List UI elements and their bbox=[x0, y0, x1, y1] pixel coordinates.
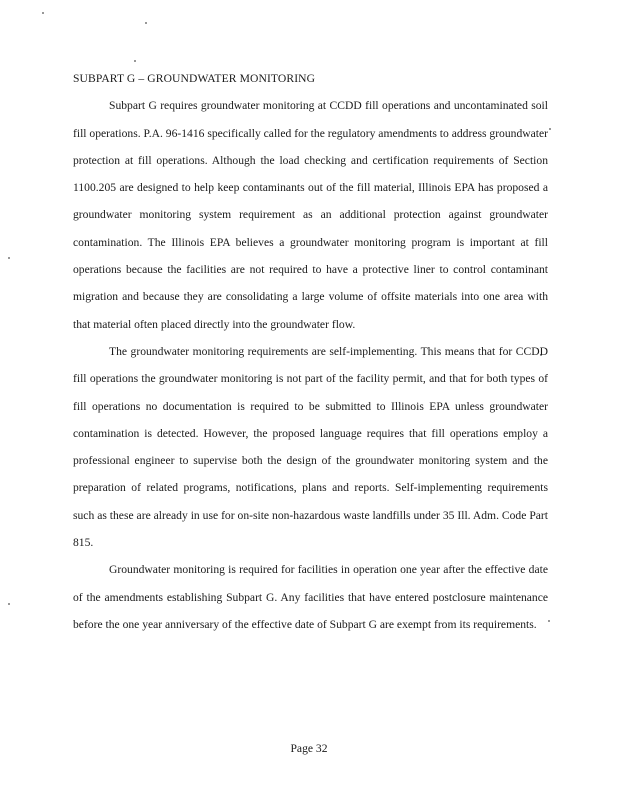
paragraph-2: The groundwater monitoring requirements are self-implementing. This means that for CCDD fill operations the groundwater monitoring is not part of the facility permit, and that for both types of fill operations no documentation is required to be submitted to Illinois EPA unless groundwater contamination is detected. However, the proposed language requires that fill operations employ a professional engineer to supervise both the design of the groundwater monitoring system and the preparation of related programs, notifications, plans and reports. Self-implementing requirements such as these are already in use for on-site non-hazardous waste landfills under 35 Ill. Adm. Code Part 815. bbox=[73, 344, 548, 550]
scan-speck bbox=[548, 620, 550, 622]
scan-speck bbox=[145, 22, 147, 24]
scan-speck bbox=[8, 257, 10, 259]
scan-speck bbox=[42, 12, 44, 14]
scan-speck bbox=[134, 60, 136, 62]
document-body bbox=[73, 65, 548, 638]
scan-speck bbox=[8, 603, 10, 605]
paragraph-1: Subpart G requires groundwater monitoring at CCDD fill operations and uncontaminated soil fill operations. P.A. 96-1416 specifically called for the regulatory amendments to address groundwater protection at fill operations. Although the load checking and certification requirements of Section 1100.205 are designed to help keep contaminants out of the fill material, Illinois EPA has proposed a groundwater monitoring system requirement as an additional protection against groundwater contamination. The Illinois EPA believes a groundwater monitoring program is important at fill operations because the facilities are not required to have a protective liner to control contaminant migration and because they are consolidating a large volume of offsite materials into one area with that material often placed directly into the groundwater flow. bbox=[73, 99, 548, 331]
scan-speck bbox=[549, 128, 551, 130]
paragraph-3: Groundwater monitoring is required for facilities in operation one year after the effective date of the amendments establishing Subpart G. Any facilities that have entered postclosure maintenance before the one year anniversary of the effective date of Subpart G are exempt from its requirements. bbox=[73, 563, 548, 631]
section-heading: SUBPART G – GROUNDWATER MONITORING bbox=[73, 72, 316, 85]
page-number: Page 32 bbox=[290, 742, 328, 755]
